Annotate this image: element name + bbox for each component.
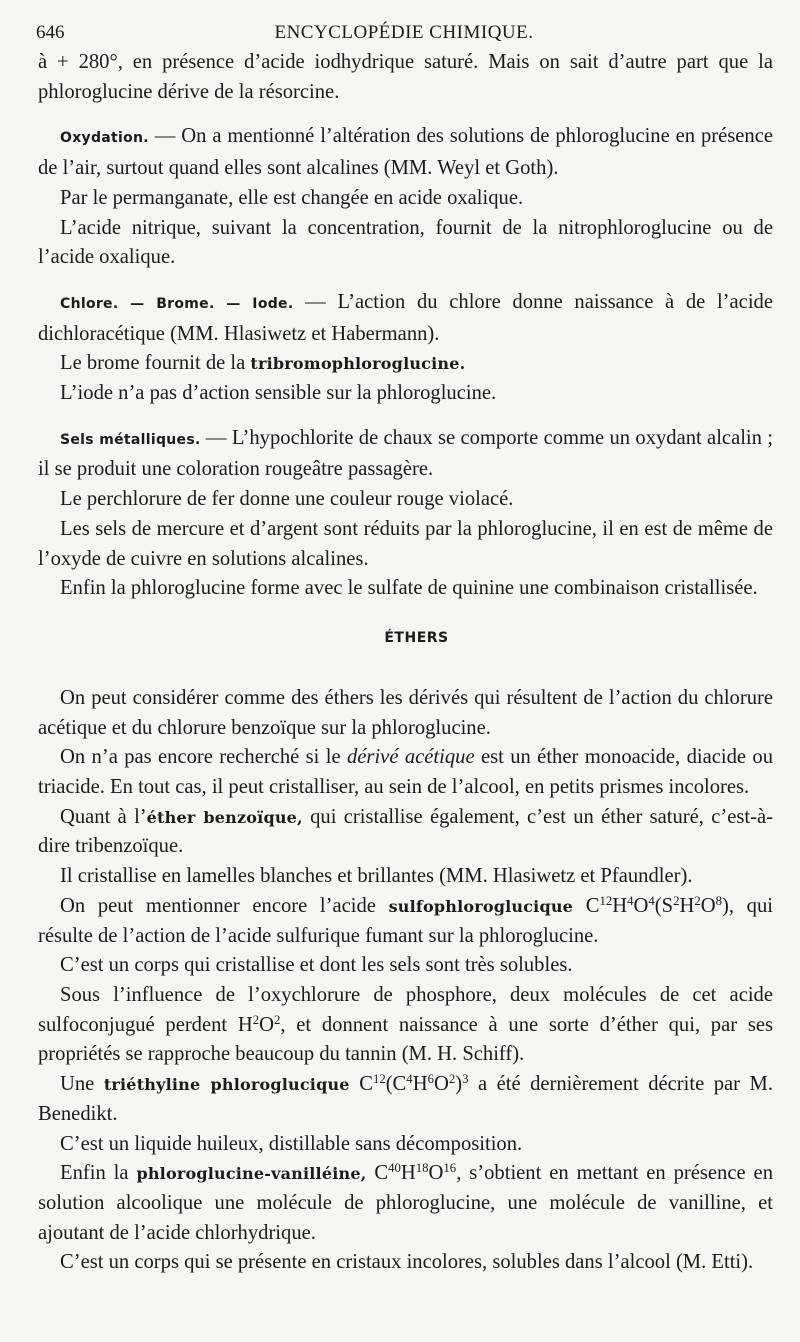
running-title: ENCYCLOPÉDIE CHIMIQUE. [274,22,534,43]
paragraph-halogens: Chlore. — Brome. — Iode. — L’action du chlore donne naissance à de l’acide dichloracétique (MM. Hlasiwetz et Habermann). [38,290,773,345]
page-body [38,48,773,1278]
paragraph: Quant à l’éther benzoïque, qui cristallise également, c’est un éther saturé, c’est-à-dire tribenzoïque. [38,805,773,858]
paragraph: Enfin la phloroglucine forme avec le sulfate de quinine une combinaison cristallisée. [60,577,758,600]
paragraph: L’acide nitrique, suivant la concentration, fournit de la nitrophloroglucine ou de l’acide oxalique. [38,216,773,269]
formula: $C^{12}(C^4H^6O^2)^3$ [359,1072,469,1096]
section-lead: Sels métalliques. [60,431,201,448]
compound-name: éther benzoïque, [146,807,303,827]
compound-name: sulfophloroglucique [388,896,574,916]
compound-name: tribromophloroglucine. [250,354,466,374]
paragraph: à + 280°, en présence d’acide iodhydrique saturé. Mais on sait d’autre part que la phloroglucine dérive de la résorcine. [38,51,773,103]
paragraph: C’est un corps qui cristallise et dont les sels sont très solubles. [60,954,573,977]
compound-name: phloroglucine-vanilléine, [136,1164,367,1184]
paragraph: Par le permanganate, elle est changée en acide oxalique. [60,186,524,209]
paragraph: L’iode n’a pas d’action sensible sur la phloroglucine. [60,382,497,405]
paragraph: On n’a pas encore recherché si le dérivé acétique est un éther monoacide, diacide ou triacide. En tout cas, il peut cristalliser, au sein de l’alcool, en petits prismes incolores. [38,746,773,799]
paragraph: Le perchlorure de fer donne une couleur rouge violacé. [60,488,514,511]
formula: $H^2O^2$ [237,1012,281,1036]
paragraph: Il cristallise en lamelles blanches et brillantes (MM. Hlasiwetz et Pfaundler). [60,865,693,888]
section-lead: Oxydation. [60,130,149,147]
paragraph: Les sels de mercure et d’argent sont réduits par la phloroglucine, il en est de même de l’oxyde de cuivre en solutions alcalines. [38,517,773,570]
paragraph: C’est un corps qui se présente en cristaux incolores, solubles dans l’alcool (M. Etti). [60,1251,754,1274]
paragraph: On peut mentionner encore l’acide sulfophloroglucique $C^{12}H^4O^4(S^2H^2O^8)$, qui résulte de l’action de l’acide sulfurique fumant sur la phloroglucine. [38,893,773,947]
paragraph-sels: Sels métalliques. — L’hypochlorite de chaux se comporte comme un oxydant alcalin ; il se produit une coloration rougeâtre passagère. [38,426,773,481]
paragraph: Enfin la phloroglucine-vanilléine, $C^{40}H^{18}O^{16}$, s’obtient en mettant en présence en solution alcoolique une molécule de phloroglucine, une molécule de vanilline, et ajoutant de l’acide chlorhydrique. [38,1161,773,1244]
italic-term: dérivé acétique [347,746,475,769]
formula: $C^{40}H^{18}O^{16}$ [374,1161,457,1185]
paragraph: Le brome fournit de la tribromophloroglucine. [60,352,466,375]
paragraph: Une triéthyline phloroglucique $C^{12}(C^4H^6O^2)^3$ a été dernièrement décrite par M. Benedikt. [38,1072,773,1125]
compound-name: triéthyline phloroglucique [103,1075,350,1095]
paragraph: On peut considérer comme des éthers les dérivés qui résultent de l’action du chlorure acétique et du chlorure benzoïque sur la phloroglucine. [38,686,773,739]
paragraph: C’est un liquide huileux, distillable sans décomposition. [60,1132,523,1155]
page-header [36,18,772,48]
paragraph: Sous l’influence de l’oxychlorure de phosphore, deux molécules de cet acide sulfoconjugué perdent $H^2O^2$, et donnent naissance à une sorte d’éther qui, par ses propriétés se rapproche beaucoup du tannin (M. H. Schiff). [38,983,773,1066]
page-number: 646 [36,22,65,43]
section-heading: ÉTHERS [384,629,449,646]
section-lead: Chlore. — Brome. — Iode. [60,295,294,312]
paragraph-oxydation: Oxydation. — On a mentionné l’altération des solutions de phloroglucine en présence de l’air, surtout quand elles sont alcalines (MM. Weyl et Goth). [38,125,773,180]
formula: $C^{12}H^4O^4(S^2H^2O^8)$, [585,893,735,917]
